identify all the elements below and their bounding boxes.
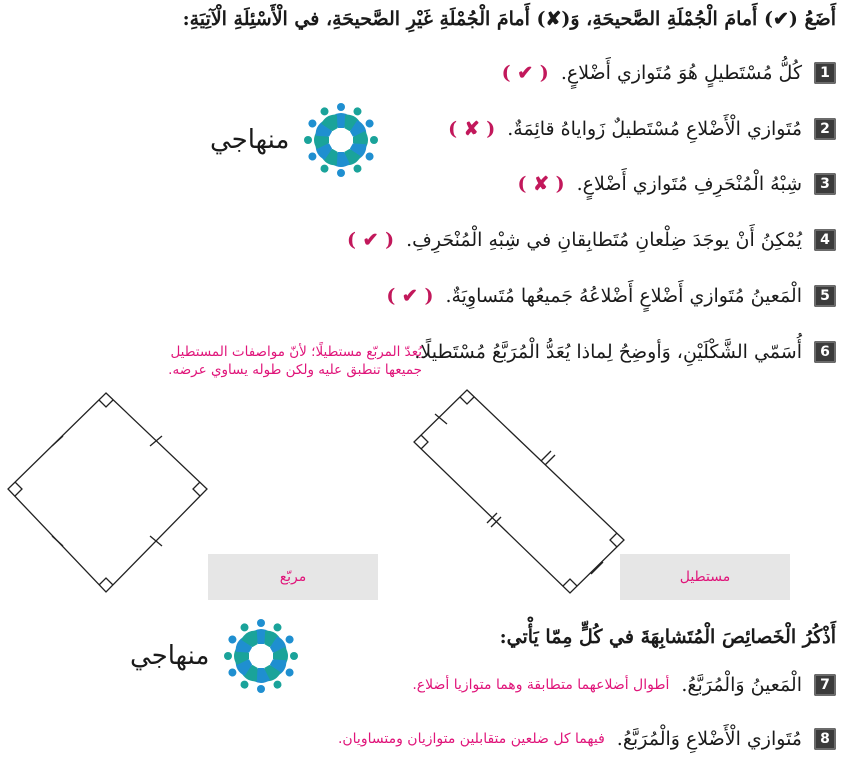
rectangle-label: مستطيل <box>679 569 731 585</box>
square-label: مربّع <box>279 569 307 585</box>
question-8 <box>338 728 836 750</box>
answer-mark: ( ✔ ) <box>347 229 395 251</box>
question-text: مُتَوازي الْأَضْلاعِ مُسْتَطيلٌ زَواياهُ قائِمَةٌ. <box>507 118 802 140</box>
rectangle-figure <box>414 390 624 593</box>
question-number: 7 <box>814 674 836 696</box>
answer-mark: ( ✔ ) <box>386 285 434 307</box>
square-label-box <box>208 554 378 600</box>
question-7 <box>412 674 836 696</box>
question-text: يُمْكِنُ أَنْ يوجَدَ ضِلْعانِ مُتَطابِقانِ في شِبْهِ الْمُنْحَرِفِ. <box>406 229 802 251</box>
rectangle-label-box <box>620 554 790 600</box>
question-text: الْمَعينُ وَالْمُرَبَّعُ. <box>681 674 802 696</box>
answer-mark: ( ✘ ) <box>448 118 496 140</box>
answer-mark: ( ✔ ) <box>501 62 549 84</box>
logo-text: منهاجي <box>210 125 290 155</box>
section2-header: أَذْكُرُ الْخَصائِصَ الْمُتَشابِهَةَ في كُلٍّ مِمّا يَأْتي: <box>499 626 836 648</box>
question-text: أُسَمّي الشَّكْلَيْنِ، وَأوضِحُ لِماذا يُعَدُّ الْمُرَبَّعُ مُسْتَطيلًا. <box>414 341 802 363</box>
logo-text: منهاجي <box>130 641 210 671</box>
question-number: 2 <box>814 118 836 140</box>
question-number: 4 <box>814 229 836 251</box>
question-text: شِبْهُ الْمُنْحَرِفِ مُتَوازي أَضْلاعٍ. <box>576 173 802 195</box>
question-number: 6 <box>814 341 836 363</box>
question-answer: فيهما كل ضلعين متقابلين متوازيان ومتساويان. <box>337 731 605 747</box>
question-text: كُلُّ مُسْتَطيلٍ هُوَ مُتَوازي أَضْلاعٍ. <box>560 62 802 84</box>
question-number: 5 <box>814 285 836 307</box>
square-figure <box>8 393 207 592</box>
section1-header: أَضَعُ (✔) أَمامَ الْجُمْلَةِ الصَّحيحَةِ، وَ(✘) أَمامَ الْجُمْلَةِ غَيْرِ الصَّحيحَةِ، في الْأَسْئِلَةِ الْآتِيَةِ: <box>182 8 836 30</box>
question-text: الْمَعينُ مُتَوازي أَضْلاعٍ أَضْلاعُهُ جَميعُها مُتَساوِيَةٌ. <box>445 285 802 307</box>
answer-mark: ( ✘ ) <box>517 173 565 195</box>
question-answer: أطوال أضلاعهما متطابقة وهما متوازيا أضلاع. <box>412 677 670 693</box>
question-number: 3 <box>814 173 836 195</box>
question-6-answer: يُعدّ المربّع مستطيلًا؛ لأنّ مواصفات المستطيل جميعها تنطبق عليه ولكن طوله يساوي عرضه. <box>168 344 422 378</box>
question-number: 8 <box>814 728 836 750</box>
question-number: 1 <box>814 62 836 84</box>
question-text: مُتَوازي الْأَضْلاعِ وَالْمُرَبَّعُ. <box>616 728 802 750</box>
